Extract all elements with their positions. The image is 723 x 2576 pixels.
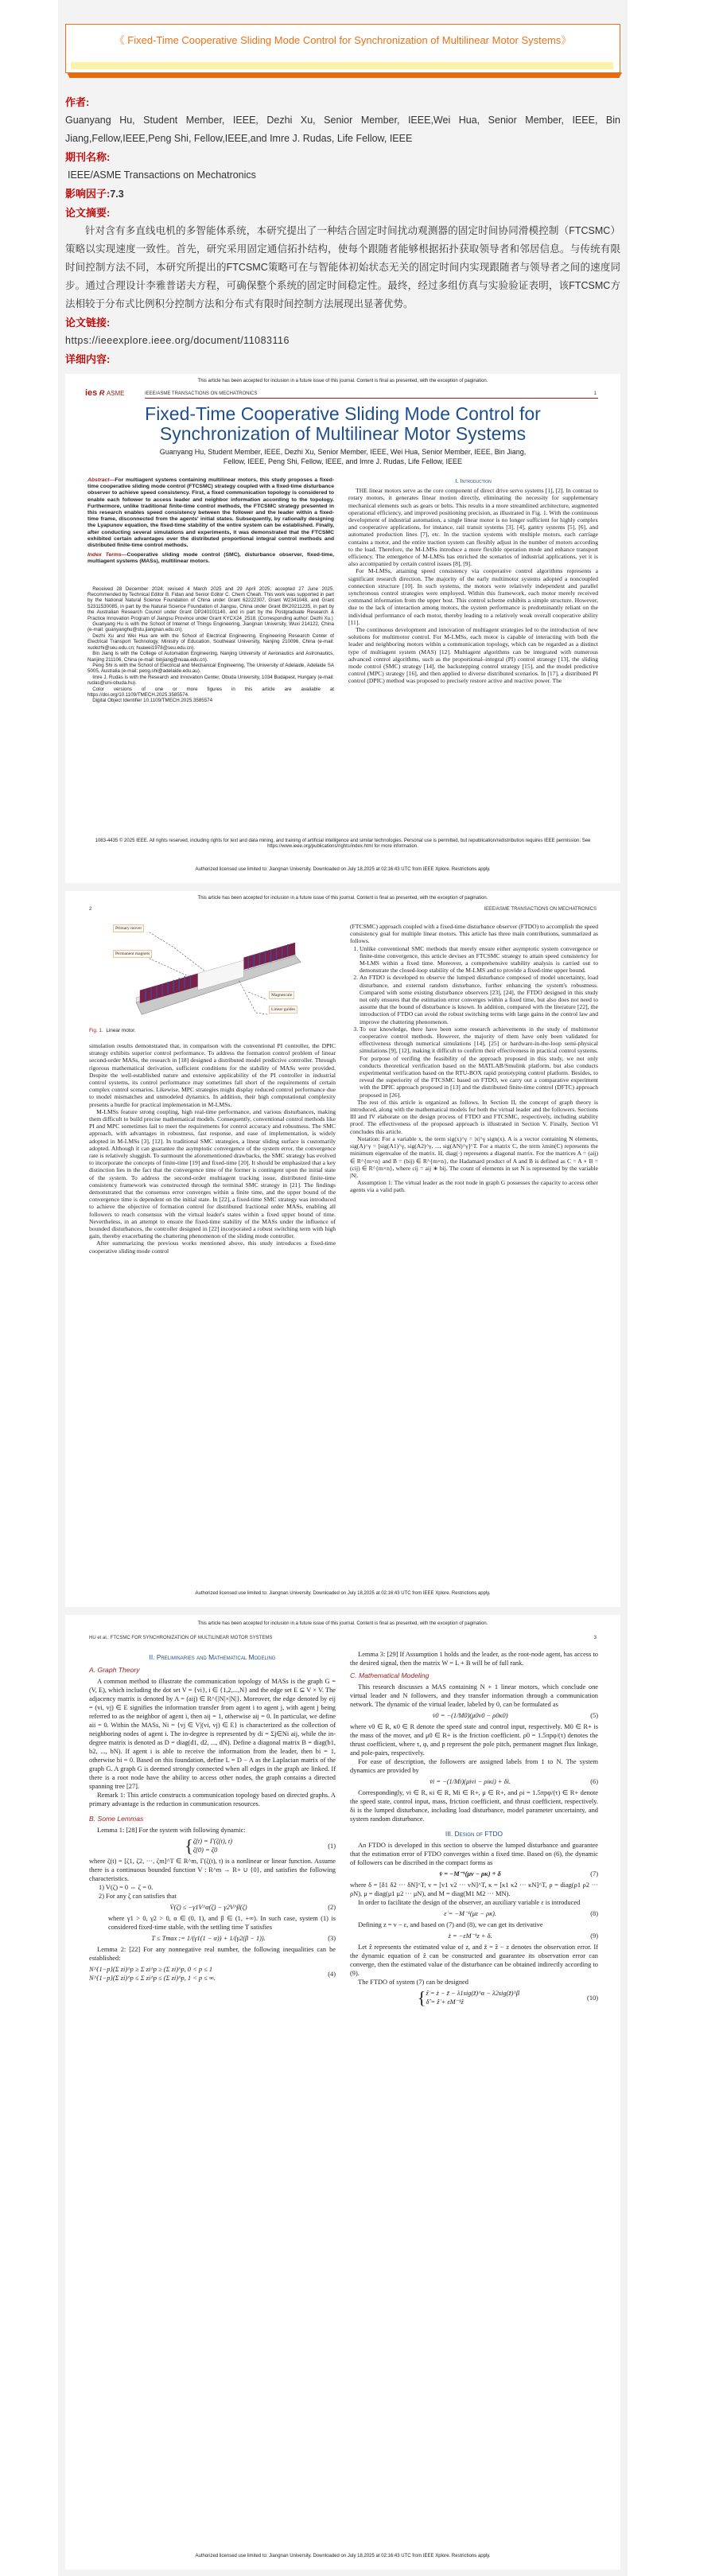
contribution-item: 3. To our knowledge, there have been some research achievements in the study of multimotor cooperative control methods. However, the majority of them have only been validated for effectiveness through numerical simulations [14], [25] or hardware-in-the-loop semi-physical simulations [9], [12], making it difficult to confirm their effectiveness in practical control systems. For purpose of verifing the feasibility of the approach proposed in this study, we not only conducts theoretical verification based on the MATLAB/Smulink platform, but also conducts experimental verification based on the RTU-BOX rapid prototyping control platform. Besides, to reveal the superiority of the FTCSMC based on FTDO, we carry out a comparative experiment with the DPIC approach proposed in [13] and the distributed finite-time control (DFTC) approach proposed in [26].	[360, 1025, 598, 1099]
lemma: Lemma 3: [29] If Assumption 1 holds and the leader, as the root-node agent, has access to the desired signal, then the matrix W = L + B will be of full rank.	[350, 1651, 598, 1667]
figure-number: Fig. 1.	[89, 1028, 103, 1033]
funding-note: Received 28 December 2024; revised 4 March 2025 and 29 April 2025; accepted 27 June 2025. Recommended by Technical Editor B. Fidan and Senior Editor C. Chern Cheah. This work was supported in part by the National Natural Science Foundation of China under Grant 62222307, Grant W2341048, and Grant 52311530085, in part by the Natural Science Foundation of Jiangsu, China under Grant BK20211235, in part by the Australian Research Council under Grant DP240101140, and in part by the Postgraduate Research & Practice Innovation Program of Jiangsu Province under Grant KYCX24_2518. (Corresponding author: Dezhi Xu.)	[87, 586, 334, 621]
introduction	[348, 477, 598, 685]
paragraph: Defining z = v − ε, and based on (7) and (8), we can get its derivative	[358, 1921, 543, 1928]
authors: Guanyang Hu, Student Member, IEEE, Dezhi Xu, Senior Member, IEEE,Wei Hua, Senior Member, IEEE, Bin Jiang,Fellow,IEEE,Peng Shi, Fellow,IEEE,and Imre J. Rudas, Life Fellow, IEEE	[65, 115, 620, 144]
accepted-note: This article has been accepted for inclusion in a future issue of this journal. Content is final as presented, with the exception of pagination.	[197, 896, 488, 901]
page3-right-column	[350, 1650, 598, 2009]
authorized-note: Authorized licensed use limited to: Jiangnan University. Downloaded on July 18,2025 at 02:16:43 UTC from IEEE Xplore. Restrictions apply.	[195, 867, 491, 872]
header-rule	[145, 398, 598, 399]
paper-title: Fixed-Time Cooperative Sliding Mode Control for Synchronization of Multilinear Motor Systems	[145, 403, 541, 444]
detail-label: 详细内容:	[65, 353, 111, 365]
paragraph: where v0 ∈ R, κ0 ∈ R denote the speed state and control input, respectively. M0 ∈ R+ is the mass of the mover, and μ0 ∈ R+ is the friction coefficient. ρ0 = 1.5πpφ/(τ) denotes the thrust coefficient, where τ, φ, and p represent the pole pitch, permanent magnet flux linkage, and pole-pairs, respectively.	[350, 1723, 598, 1757]
fig-label-permanent-magnets: Permanent magnets	[113, 950, 152, 958]
section-heading: III. Design of FTDO	[445, 1830, 503, 1838]
affiliation: Imre J. Rudas is with the Research and Innovation Center, Obuda University, 1034 Budapest, Hungary (e-mail: rudas@uni-obuda.hu).	[87, 674, 334, 687]
assumption: Assumption 1: The virtual leader as the root node in graph G possesses the capacity to access other agents via a valid path.	[350, 1179, 598, 1194]
affiliation: Peng Shi is with the School of Electrical and Mechanical Engineering, The University of Adelaide, Adelaide SA 5005, Australia (e-mail: peng.shi@adelaide.edu.au).	[87, 662, 334, 675]
equation-text: v̇ = −M⁻¹(μv − ρκ) + δ	[439, 1870, 501, 1878]
paragraph: M-LMSs feature strong coupling, high real-time performance, and various disturbances, making them difficult to build precise mathematical models. Consequently, conventional control methods like PI and MPC sometimes fail to meet the requirements for control accuracy and robustness. The SMC approach, with advantages in robustness, fast response, and ease of implementation, is widely adopted in M-LMSs [3], [12]. In traditional SMC strategies, a linear sliding surface is customarily adopted. Although it can guarantee the asymptotic convergence of the system error, the convergence rate is relatively sluggish. To surmount the aforementioned drawbacks, the SMC strategy has evolved to incorporate the concepts of finite-time [19] and fixed-time [20]. It should be emphasized that a key distinction lies in the fact that the convergence time of the former is contingent upon the initial state of the system. To address the second-order multiagent tracking issue, distributed finite-time consistency framework was constructed through the terminal SMC strategy in [21]. The findings demonstrated that the consensus error converges within a finite time, and the upper bound of the convergence time is dependent on the initial state. In [22], a fixed-time SMC strategy was introduced to achieve the objective of formation control for distributed fractional order MASs, enabling all followers to reach consensus with the virtual leader's states within a fixed upper bound of time. Nevertheless, in an attempt to ensure the fixed-time stability of the MASs under the influence of bounded disturbances, the controller designed in [22] incorporated a robust switching term with high gain, thereby exacerbating the chattering phenomenon of the sliding mode controller.	[89, 1107, 336, 1240]
page-number: 1	[593, 391, 597, 396]
paragraph: After summarizing the previous works mentioned above, this study introduces a fixed-time cooperative sliding mode control	[89, 1239, 336, 1255]
page2-right-column	[350, 923, 598, 1194]
equation-7	[350, 1870, 598, 1878]
paragraph: The FTDO of system (7) can be designed	[358, 1979, 468, 1986]
equation-10: {ẑ̇ = ż − z̃ − λ1sig(z̃)^α − λ2sig(z̃)^β δ̂ = ẑ̇ + εM⁻¹ẑ (10)	[417, 1987, 598, 2008]
contribution-item: 1. Unlike conventional SMC methods that merely ensure either asymptotic system convergence or finite-time convergence, this article devises an FTCSMC strategy to attain speed consistency for M-LMS within a fixed time. Moreover, a comprehensive stability analysis is carried out to demonstrate the closed-loop stability of the M-LMS and to provide a fixed-time upper bound.	[360, 945, 598, 975]
equation-text: ζ(0) = ζ0	[192, 1846, 218, 1854]
equation-text: ζ̇(t) = Γ(ζ(t), t)	[192, 1838, 233, 1845]
equation-text: N^{1−p}(Σ zi)^p ≤ Σ zi^p ≤ (Σ zi)^p, 1 < p ≤ ∞.	[89, 1975, 216, 1982]
authorized-note: Authorized licensed use limited to: Jiangnan University. Downloaded on July 18,2025 at 02:16:43 UTC from IEEE Xplore. Restrictions apply.	[195, 2554, 491, 2558]
paper-page-3	[65, 1615, 620, 2570]
page2-left-column	[89, 1042, 336, 1255]
affiliation: Guanyang Hu is with the School of Internet of Things Engineering, Jiangnan University, Wuxi 214122, China (e-mail: guanyanghu@stu.jiangnan.edu.cn).	[87, 621, 334, 633]
article-title: 《 Fixed-Time Cooperative Sliding Mode Control for Synchronization of Multilinear Motor Systems》	[114, 34, 572, 46]
publisher-logos	[85, 388, 125, 398]
fig-label-linear-guides: Linear guides	[269, 1006, 297, 1014]
paragraph: simulation results demonstrated that, in comparison with the conventional PI controller, the DPIC strategy exhibits superior control performance. To address the formation control problem of linear second-order MASs, the research in [18] designed a distributed model predictive controller. Through rigorous mathematical derivation, sufficient conditions for the stability of MASs were provided. Despite the well-established nature and extensive applicability of the PI controller in industrial control systems, its control performance may sometimes fall short of the requirements of certain complex control scenarios. Likewise, MPC strategies might display reduced control performance due to model mismatches and unmodeled dynamics. In addition, their high computational complexity presents a hurdle for practical implementation in M-LMSs.	[89, 1042, 336, 1108]
paragraph: where ζ(t) = [ζ1, ζ2, ···, ζm]^T ∈ R^m, Γ(ζ(t), t) is a nonlinear or linear function. Assume there is a continuous bounded function V : R^m → R+ ∪ {0}, and satisfies the following characteristics.	[89, 1858, 336, 1882]
paragraph: A common method to illustrate the communication topology of MASs is the graph G = (V, E), which including the dot set V = {vi}, i ∈ {1,2,...,N} and the edge set E ⊆ V × V. The adjacency matrix is denoted by A = (aij) ∈ R^{|N|×|N|}. Moreover, the edge denoted by eij = (vi, vj) ∈ E signifies the information transfer from agent i to agent j, with agent j being referred to as the neighbor of agent i, then aij = 1, otherwise aij = 0. In particular, we define aii = 0. Within the MASs, Ni = {vj ∈ V|(vi, vj) ∈ E} is characterized as the collection of neighboring nodes of agent i. The in-degree is represented by di = Σj∈Ni aij, while the in-degree matrix is denoted as D = diag(d1, d2, ..., dN). Define a diagonal matrix B = diag(b1, b2, ..., bN). If agent i is able to receive the information from the leader, then bi = 1, otherwise bi = 0. Based on this foundation, define L = D − A as the Laplacian matrix of the graph G. A graph G is deemed strongly connected when all edges in the graph are linked. If there is a root node have the ability to access other nodes, the graph contains a directed spanning tree [27].	[89, 1678, 336, 1790]
page-number: 3	[593, 1636, 597, 1640]
equation-2	[89, 1903, 336, 1912]
remark: Remark 1: This article constructs a communication topology based on directed graphs. A primary advantage is the reduction in communication resources.	[89, 1792, 336, 1807]
equation-number: (3)	[328, 1935, 336, 1942]
figure-caption-text: Linear motor.	[106, 1028, 136, 1033]
abstract-zh: 针对含有多直线电机的多智能体系统，本研究提出了一种结合固定时间扰动观测器的固定时间协同滑模控制（FTCSMC）策略以实现速度一致性。首先，研究采用固定通信拓扑结构，使每个跟随者能够根据拓扑获取领导者和邻居信息。与传统有限时间控制方法不同，本研究所提出的FTCSMC策略可在与智能体初始状态无关的固定时间内实现跟随者与领导者之间的速度同步。通过合理设计李雅普诺夫方程，可确保整个系统的固定时间稳定性。最终，经过多组仿真与实验验证表明，该FTCSMC方法相较于分布式比例积分控制方法和分布式有限时间控制方法展现出显著优势。	[65, 225, 620, 309]
copyright: 1083-4435 © 2025 IEEE. All rights reserved, including rights for text and data mining, and training of artificial intelligence and similar technologies. Personal use is permitted, but republication/redistribution requires IEEE permission. See https://www.ieee.org/publications/rights/index.html for more information.	[95, 839, 591, 850]
journal-running-head: IEEE/ASME TRANSACTIONS ON MECHATRONICS	[484, 907, 597, 912]
lemma: Lemma 1: [28] For the system with following dynamic:	[97, 1827, 246, 1834]
impact-label: 影响因子:	[65, 188, 111, 200]
contributions-list	[350, 945, 598, 1099]
equation-text: ε̇ = −M⁻¹(με − ρκ).	[444, 1910, 496, 1917]
paragraph: where δ = [δ1 δ2 ··· δN]^T, v = [v1 v2 ··· vN]^T, κ = [κ1 κ2 ··· κN]^T, ρ = diag(ρ1 ρ2 ··· ρN), μ = diag(μ1 μ2 ··· μN), and M = diag(M1 M2 ··· MN).	[350, 1881, 598, 1897]
equation-number: (1)	[328, 1842, 336, 1850]
ras-logo: Ɍ	[99, 389, 105, 397]
section-heading: II. Preliminaries and Mathematical Modeling	[149, 1653, 276, 1661]
linear-motor-drawing	[105, 923, 304, 1018]
page1-left-column	[87, 477, 334, 704]
equation-text: V̇(ζ) ≤ −γ1V^α(ζ) − γ2V^β(ζ)	[169, 1904, 247, 1911]
paper-footnote	[87, 586, 334, 704]
affiliation: Dezhi Xu and Wei Hua are with the School of Electrical Engineering, Engineering Research Center of Electrical Transport Technology, Ministry of Education, Southeast University, Nanjing 210096, China (e-mail: xudezhi@seu.edu.cn; huawei1978@seu.edu.cn).	[87, 632, 334, 651]
equation-1: {ζ̇(t) = Γ(ζ(t), t) ζ(0) = ζ0 (1)	[185, 1835, 336, 1856]
subsection-heading: B. Some Lemmas	[89, 1815, 144, 1823]
contribution-item: 2. An FTDO is developed to observe the lumped disturbance composed of model uncertainty, load disturbance, and external random disturbance, further enhancing the system's robustness. Compared with some existing disturbance observers [23], [24], the FTDO designed in this study not only ensures that the estimation error converges within a fixed time, but also does not need to assume that the bound of disturbance is known. In addition, compared with the literature [22], the introduction of FTDO can avoid the robust switching terms with large gains in the control law and improve the chattering phenomenon.	[360, 974, 598, 1025]
subsection-heading: C. Mathematical Modeling	[350, 1671, 430, 1679]
equation-number: (8)	[590, 1910, 598, 1917]
doi: Digital Object Identifier 10.1109/TMECH.2025.3585574	[92, 698, 213, 704]
paper-link[interactable]: https://ieeexplore.ieee.org/document/11083116	[65, 335, 290, 346]
meta-block	[65, 93, 620, 368]
equation-9	[350, 1932, 598, 1940]
affiliation: Bin Jiang is with the College of Automation Engineering, Nanjing University of Aeronautics and Astronautics, Nanjing 211106, China (e-mail: binjiang@nuaa.edu.cn).	[87, 651, 334, 663]
asme-logo: ASME	[106, 390, 125, 397]
section-heading: I. Introduction	[455, 477, 492, 484]
paragraph: For ease of description, the followers are assigned labels from 1 to N. The system dynamics are provided by	[350, 1758, 598, 1774]
equation-text: v̇0 = −(1/M0)(μ0v0 − ρ0κ0)	[432, 1712, 508, 1719]
fig-label-magnescale: Magnescale	[269, 991, 294, 999]
journal-name: IEEE/ASME Transactions on Mechatronics	[68, 169, 256, 181]
authors-label: 作者:	[65, 96, 90, 108]
abstract-heading: Abstract—	[87, 477, 115, 483]
index-terms: Cooperative sliding mode control (SMC), disturbance observer, fixed-time, multiagent systems (MASs), multilinear motors.	[87, 552, 335, 565]
equation-number: (6)	[590, 1778, 598, 1785]
equation-number: (2)	[328, 1904, 336, 1911]
equation-number: (4)	[328, 1970, 336, 1978]
journal-running-head: IEEE/ASME TRANSACTIONS ON MECHATRONICS	[145, 391, 258, 396]
equation-6	[350, 1777, 598, 1786]
paper-authors: Guanyang Hu, Student Member, IEEE, Dezhi Xu, Senior Member, IEEE, Wei Hua, Senior Member, IEEE, Bin Jiang, Fellow, IEEE, Peng Shi, Fellow, IEEE, and Imre J. Rudas, Life Fellow, IEEE	[159, 448, 527, 465]
abstract-text: For multiagent systems containing multilinear motors, this study proposes a fixed-time cooperative sliding mode control (FTCSMC) strategy coupled with a fixed-time disturbance observer to achieve speed consistency. First, a fixed communication topology is considered to enable each follower to access leader and neighbor information according to the topology. Furthermore, unlike traditional finite-time control methods, the FTCSMC strategy presented in this research enables speed consistency between the follower and the leader within a fixed-time frame, disconnected from the agents' initial states. Subsequently, by rationally designing the Lyapunov equation, the fixed-time stability of the entire system can be established. Finally, after conducting several simulations and experiments, it was demonstrated that the FTCSMC exhibited certain advantages over the distributed proportional integral control methods and distributed finite-time control methods.	[87, 477, 334, 549]
paragraph: Correspondingly, vi ∈ R, κi ∈ R, Mi ∈ R+, μ ∈ R+, and ρi = 1.5πpφ/(τ) ∈ R+ denote the speed state, control input, mass, friction coefficient, and thrust coefficient, respectively. δi is the lumped disturbance, including load disturbance, model parameter uncertainty, and system random disturbance.	[350, 1789, 598, 1823]
paragraph: where γ1 > 0, γ2 > 0, α ∈ (0, 1), and β ∈ (1, +∞). In such case, system (1) is considered fixed-time stable, with the settling time T satisfies	[108, 1915, 336, 1931]
paragraph: The rest of this article is organized as follows. In Section II, the concept of graph theory is introduced, along with the mathematical models for both the virtual leader and the followers. Sections III and IV elaborate on the design process of FTDO and FTCSMC, respectively, including stability proof. The effectiveness of the proposed approach is illustrated in Section V. Finally, Section VI concludes this article.	[350, 1098, 598, 1135]
equation-text: ẑ̇ = ż − z̃ − λ1sig(z̃)^α − λ2sig(z̃)^β	[426, 1990, 520, 1997]
paragraph: Notation: For a variable x, the term sig(x)^γ = |x|^γ sign(x). A is a vector containing N elements, sig(A)^γ = [sig(A1)^γ, sig(A2)^γ, ..., sig(AN)^γ]^T. For a matrix C, the term λmin(C) represents the minimum eigenvalue of the matrix. H, diag(·) represents a diagonal matrix. For the matrices A = (aij) ∈ R^{m×n} and B = (bij) ∈ R^{m×n}, the Hadamard product of A and B is defined as C = A ∘ B = (cij) ∈ R^{m×n}, where cij = aij ∗ bij. The count of elements in set N is represented by the variable |N|.	[350, 1134, 598, 1179]
equation-number: (9)	[590, 1932, 598, 1940]
equation-8	[350, 1909, 598, 1918]
lemma: Lemma 2: [22] For any nonnegative real number, the following inequalities can be established:	[89, 1946, 336, 1962]
paper-page-1	[65, 374, 620, 883]
equation-3	[89, 1934, 336, 1943]
condition: 2) For any ζ can satisfies that	[99, 1893, 177, 1900]
equation-text: v̇i = −(1/Mi)(μivi − ρiκi) + δi.	[430, 1778, 511, 1785]
paragraph: THE linear motors serve as the core component of direct drive servo systems [1], [2]. In contrast to rotary motors, it generates linear motion directly, eliminating the necessity for supplementary mechanical elements such as gears or belts. This results in a more streamlined architecture, augmented operational efficiency, and improved positioning precision, as illustrated in Fig. 1. With the continuous development of industrial automation, a single linear motor is no longer sufficient for highly complex and cooperative applications, for instance, rail transit systems [3], [4], gantry systems [5], [6], and automated production lines [7], etc. In the traction systems with multiple motors, each carriage contains a motor, and the entire traction system can flexibly adjust in the number of motors according to the load. Therefore, the M-LMSs introduce a more flexible operation mode and enhance transport efficiency. The emergence of M-LMSs has enriched the scenarios of industrial applications, yet it is also accompanied by certain control issues [8], [9].	[348, 487, 598, 568]
paper-page-2	[65, 891, 620, 1607]
linear-motor-figure	[105, 923, 304, 1018]
paragraph: This research discusses a MAS containing N + 1 linear motors, which conclude one virtual leader and N followers, and they transfer information through a communication network. The dynamic of the virtual leader, labeled by 0, can be formulated as	[350, 1683, 598, 1708]
paper-abstract	[87, 477, 334, 566]
accepted-note: This article has been accepted for inclusion in a future issue of this journal. Content is final as presented, with the exception of pagination.	[197, 379, 488, 383]
journal-label: 期刊名称:	[65, 151, 111, 163]
equation-number: (7)	[590, 1870, 598, 1878]
equation-text: N^{1−p}(Σ zi)^p ≥ Σ zi^p ≥ (Σ zi)^p, 0 < p ≤ 1	[89, 1966, 213, 1973]
authorized-note: Authorized licensed use limited to: Jiangnan University. Downloaded on July 18,2025 at 02:16:43 UTC from IEEE Xplore. Restrictions apply.	[195, 1591, 491, 1596]
equation-number: (10)	[587, 1994, 598, 2002]
page3-left-column	[89, 1650, 336, 1985]
equation-4	[89, 1965, 336, 1983]
title-highlight	[71, 62, 613, 69]
fig-label-primary-mover: Primary mover	[113, 924, 144, 932]
paragraph: For M-LMSs, attaining speed consistency via cooperative control algorithms represents a significant research direction. The majority of the early multimotor systems adopted a noncoupled connection structure [10]. In such systems, the motors were relatively independent and parallel synchronous control strategies were employed. Within this framework, each motor merely received command information from the upper host. This control scheme exhibits a simple structure. However, due to the lack of interaction among motors, the system performance is predominantly reliant on the individual performance of each motor, thereby leading to a relatively weak overall cooperative ability [11].	[348, 567, 598, 626]
paragraph: In order to facilitate the design of the observer, an auxiliary variable ε is introduced	[358, 1899, 581, 1906]
equation-text: T ≤ Tmax := 1/(γ1(1 − α)) + 1/(γ2(β − 1)).	[151, 1935, 266, 1942]
title-card-shadow	[67, 72, 622, 78]
ies-logo: ies	[85, 388, 98, 398]
abstract-label: 论文摘要:	[65, 207, 111, 219]
impact-value: 7.3	[110, 189, 124, 200]
paragraph: The continuous development and innovation of multiagent strategies led to the introduction of new solutions for multimotor control. For M-LMSs, each motor is capable of interacting with both the leader and neighboring motors within a communication topology, which can be regarded as a distinct type of multiagent system (MAS) [12]. Multiagent algorithms can be integrated with numerous advanced control algorithms, such as the proportional–integral (PI) control strategy [13], the sliding mode control (SMC) strategy [14], the backstepping control strategy [15], and the model predictive control (MPC) strategy [16], and then applied to diverse distributed scenarios. In [17], a distributed PI control (DPIC) method was proposed to precisely restore active and reactive power. The	[348, 626, 598, 685]
paragraph: Let ẑ represents the estimated value of z, and z̃ = ẑ − z denotes the observation error. If the dynamic equation of ẑ can be constructed and guarantee its observation error can converge, then the estimated value of the disturbance can be obtained indirectly according to (9).	[350, 1944, 598, 1977]
page-number: 2	[89, 907, 92, 912]
paragraph: An FTDO is developed in this section to observe the lumped disturbance and guarantee that the estimation error of FTDO converges within a fixed time. Based on (6), the dynamic of followers can be discribed in the compact forms as	[350, 1842, 598, 1866]
running-head: HU et al.: FTCSMC FOR SYNCHRONIZATION OF MULTILINEAR MOTOR SYSTEMS	[89, 1636, 273, 1640]
equation-number: (5)	[590, 1712, 598, 1719]
link-label: 论文链接:	[65, 317, 111, 329]
equation-5	[350, 1711, 598, 1720]
equation-text: ż = −εM⁻¹z + δ.	[448, 1932, 492, 1940]
equation-text: δ̂ = ẑ̇ + εM⁻¹ẑ	[426, 1998, 464, 2006]
index-terms-heading: Index Terms—	[87, 552, 127, 558]
affiliation: Color versions of one or more figures in this article are available at https://doi.org/10.1109/TMECH.2025.3585574.	[87, 686, 334, 698]
condition: 1) V(ζ) = 0 ⇔ ζ = 0.	[99, 1884, 154, 1891]
figure-caption	[89, 1028, 328, 1033]
subsection-heading: A. Graph Theory	[89, 1666, 140, 1674]
paragraph: (FTCSMC) approach coupled with a fixed-time disturbance observer (FTDO) to accomplish the speed consistency goal for multiple linear motors. This article has three main contributions, summarized as follows.	[350, 923, 598, 945]
accepted-note: This article has been accepted for inclusion in a future issue of this journal. Content is final as presented, with the exception of pagination.	[197, 1621, 488, 1626]
